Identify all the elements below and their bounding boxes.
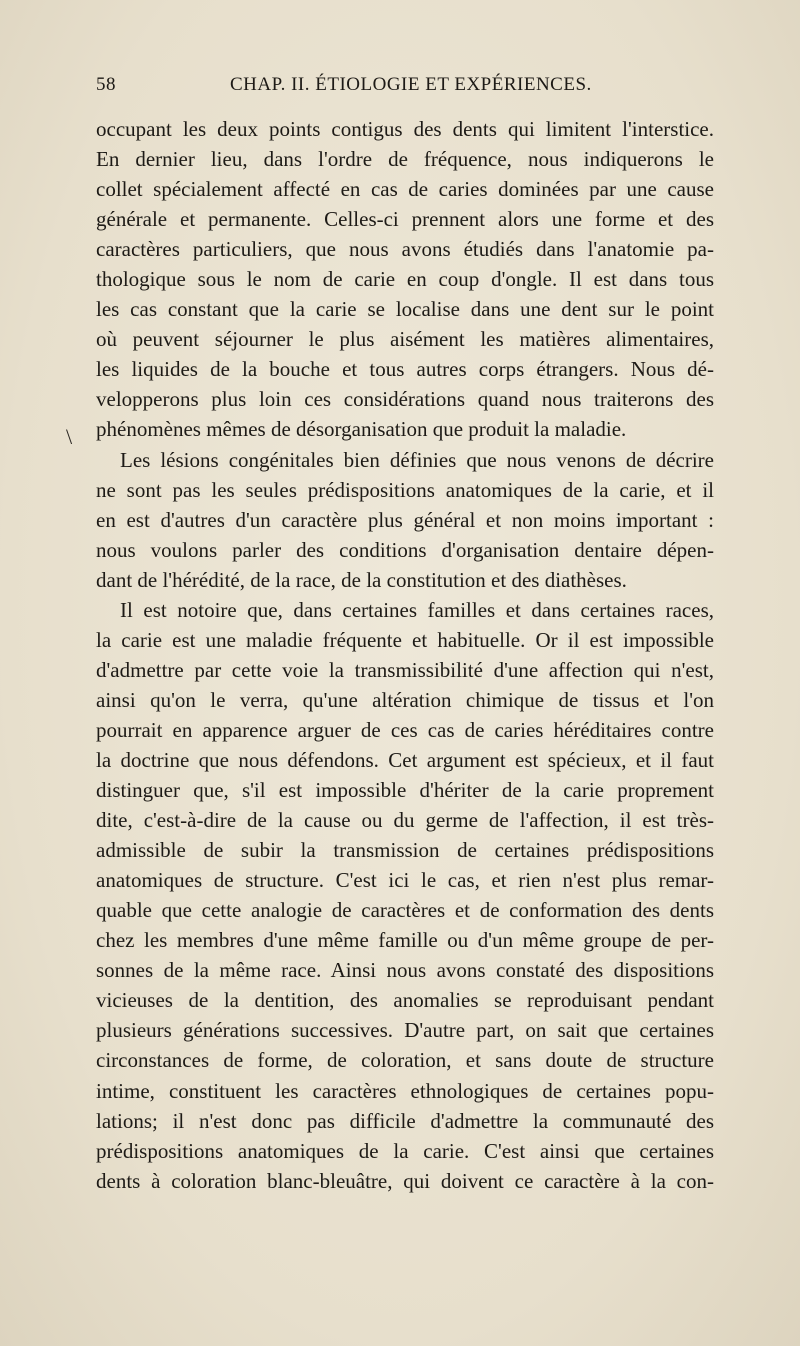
page-header (96, 74, 714, 104)
text-line: admissible de subir la transmission de certaines prédispositions (96, 838, 714, 863)
text-line: où peuvent séjourner le plus aisément les matières alimentaires, (96, 327, 714, 352)
text-line: générale et permanente. Celles-ci prennent alors une forme et des (96, 207, 714, 232)
body-text (96, 114, 714, 1196)
text-line: ne sont pas les seules prédispositions anatomiques de la carie, et il (96, 477, 714, 502)
text-line: anatomiques de structure. C'est ici le cas, et rien n'est plus remar- (96, 868, 714, 893)
text-line: lations; il n'est donc pas difficile d'admettre la communauté des (96, 1108, 714, 1133)
text-line: En dernier lieu, dans l'ordre de fréquence, nous indiquerons le (96, 147, 714, 172)
text-line: les liquides de la bouche et tous autres corps étrangers. Nous dé- (96, 357, 714, 382)
text-line: circonstances de forme, de coloration, et sans doute de structure (96, 1048, 714, 1073)
text-line: les cas constant que la carie se localise dans une dent sur le point (96, 297, 714, 322)
text-line: phénomènes mêmes de désorganisation que produit la maladie. (96, 417, 627, 442)
text-line: collet spécialement affecté en cas de caries dominées par une cause (96, 177, 714, 202)
text-line: quable que cette analogie de caractères et de conformation des dents (96, 898, 714, 923)
text-line: dents à coloration blanc-bleuâtre, qui doivent ce caractère à la con- (96, 1168, 714, 1193)
text-line: dant de l'hérédité, de la race, de la constitution et des diathèses. (96, 567, 627, 592)
text-line: chez les membres d'une même famille ou d'un même groupe de per- (96, 928, 714, 953)
text-line: velopperons plus loin ces considérations quand nous traiterons des (96, 387, 714, 412)
margin-annotation-mark: \ (66, 424, 73, 449)
text-line: plusieurs générations successives. D'autre part, on sait que certaines (96, 1018, 714, 1043)
text-line: Les lésions congénitales bien définies que nous venons de décrire (120, 447, 714, 472)
text-line: dite, c'est-à-dire de la cause ou du germe de l'affection, il est très- (96, 808, 714, 833)
text-line: thologique sous le nom de carie en coup d'ongle. Il est dans tous (96, 267, 714, 292)
page-number: 58 (96, 74, 116, 95)
text-line: Il est notoire que, dans certaines familles et dans certaines races, (120, 597, 714, 622)
text-line: pourrait en apparence arguer de ces cas de caries héréditaires contre (96, 717, 714, 742)
text-line: d'admettre par cette voie la transmissibilité d'une affection qui n'est, (96, 657, 714, 682)
text-line: en est d'autres d'un caractère plus général et non moins important : (96, 507, 714, 532)
text-line: sonnes de la même race. Ainsi nous avons constaté des dispositions (96, 958, 714, 983)
text-line: distinguer que, s'il est impossible d'hériter de la carie proprement (96, 778, 714, 803)
text-line: la doctrine que nous défendons. Cet argument est spécieux, et il faut (96, 747, 714, 772)
text-line: nous voulons parler des conditions d'organisation dentaire dépen- (96, 537, 714, 562)
text-line: ainsi qu'on le verra, qu'une altération chimique de tissus et l'on (96, 687, 714, 712)
text-line: caractères particuliers, que nous avons étudiés dans l'anatomie pa- (96, 237, 714, 262)
text-line: prédispositions anatomiques de la carie. C'est ainsi que certaines (96, 1138, 714, 1163)
text-line: vicieuses de la dentition, des anomalies se reproduisant pendant (96, 988, 714, 1013)
text-line: occupant les deux points contigus des dents qui limitent l'interstice. (96, 117, 714, 141)
running-title: CHAP. II. ÉTIOLOGIE ET EXPÉRIENCES. (230, 74, 592, 95)
text-line: la carie est une maladie fréquente et habituelle. Or il est impossible (96, 627, 714, 652)
text-line: intime, constituent les caractères ethnologiques de certaines popu- (96, 1078, 714, 1103)
